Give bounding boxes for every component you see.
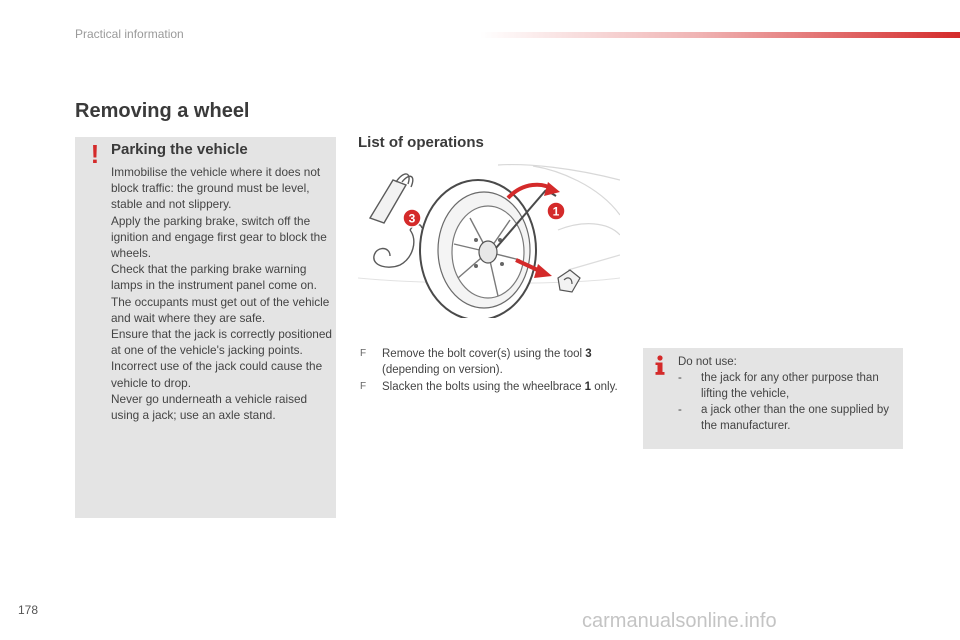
dash-marker: - <box>678 372 682 384</box>
operations-steps <box>360 346 622 396</box>
tool-reference: 3 <box>585 348 592 360</box>
section-header: Practical information <box>75 27 184 41</box>
step-text-after: only. <box>591 381 618 393</box>
operations-title: List of operations <box>358 134 484 151</box>
exclamation-icon: ! <box>90 139 100 169</box>
info-item-text: the jack for any other purpose than lifting the vehicle, <box>701 372 879 400</box>
warning-paragraph: Check that the parking brake warning lamps in the instrument panel come on. <box>111 262 317 293</box>
info-item-text: a jack other than the one supplied by the manufacturer. <box>701 404 889 432</box>
callout-1 <box>547 202 565 220</box>
warning-text <box>111 164 333 423</box>
step-item <box>360 379 622 395</box>
warning-paragraph: Incorrect use of the jack could cause the vehicle to drop. <box>111 359 323 390</box>
callout-3 <box>403 209 421 227</box>
warning-paragraph: Ensure that the jack is correctly positioned at one of the vehicle's jacking points. <box>111 327 332 358</box>
warning-paragraph: Never go underneath a vehicle raised using a jack; use an axle stand. <box>111 391 308 423</box>
warning-paragraph: The occupants must get out of the vehicle and wait where they are safe. <box>111 294 330 325</box>
warning-paragraph: Immobilise the vehicle where it does not block traffic: the ground must be level, stable and not slippery. <box>111 165 321 212</box>
header-accent-bar <box>480 32 960 38</box>
info-list <box>678 370 896 434</box>
tool-reference: 1 <box>584 381 592 393</box>
wheel-removal-illustration <box>358 160 620 318</box>
page-title: Removing a wheel <box>75 100 250 122</box>
step-bullet: F <box>360 381 367 392</box>
info-item <box>678 370 896 402</box>
watermark: carmanualsonline.info <box>582 610 777 632</box>
info-icon <box>652 355 668 377</box>
callout-1-label: 1 <box>552 204 560 219</box>
info-item <box>678 402 896 434</box>
step-item <box>360 346 622 378</box>
step-bullet: F <box>360 348 367 359</box>
callout-3-label: 3 <box>408 211 416 226</box>
page-number: 178 <box>18 603 39 617</box>
warning-title: Parking the vehicle <box>111 141 248 158</box>
step-text-after: (depending on version). <box>382 364 503 376</box>
step-text: Slacken the bolts using the wheelbrace <box>382 381 585 393</box>
dash-marker: - <box>678 404 682 416</box>
warning-paragraph: Apply the parking brake, switch off the ignition and engage first gear to block the wheels. <box>111 213 327 261</box>
step-text: Remove the bolt cover(s) using the tool <box>382 348 586 360</box>
info-lead: Do not use: <box>678 356 737 368</box>
